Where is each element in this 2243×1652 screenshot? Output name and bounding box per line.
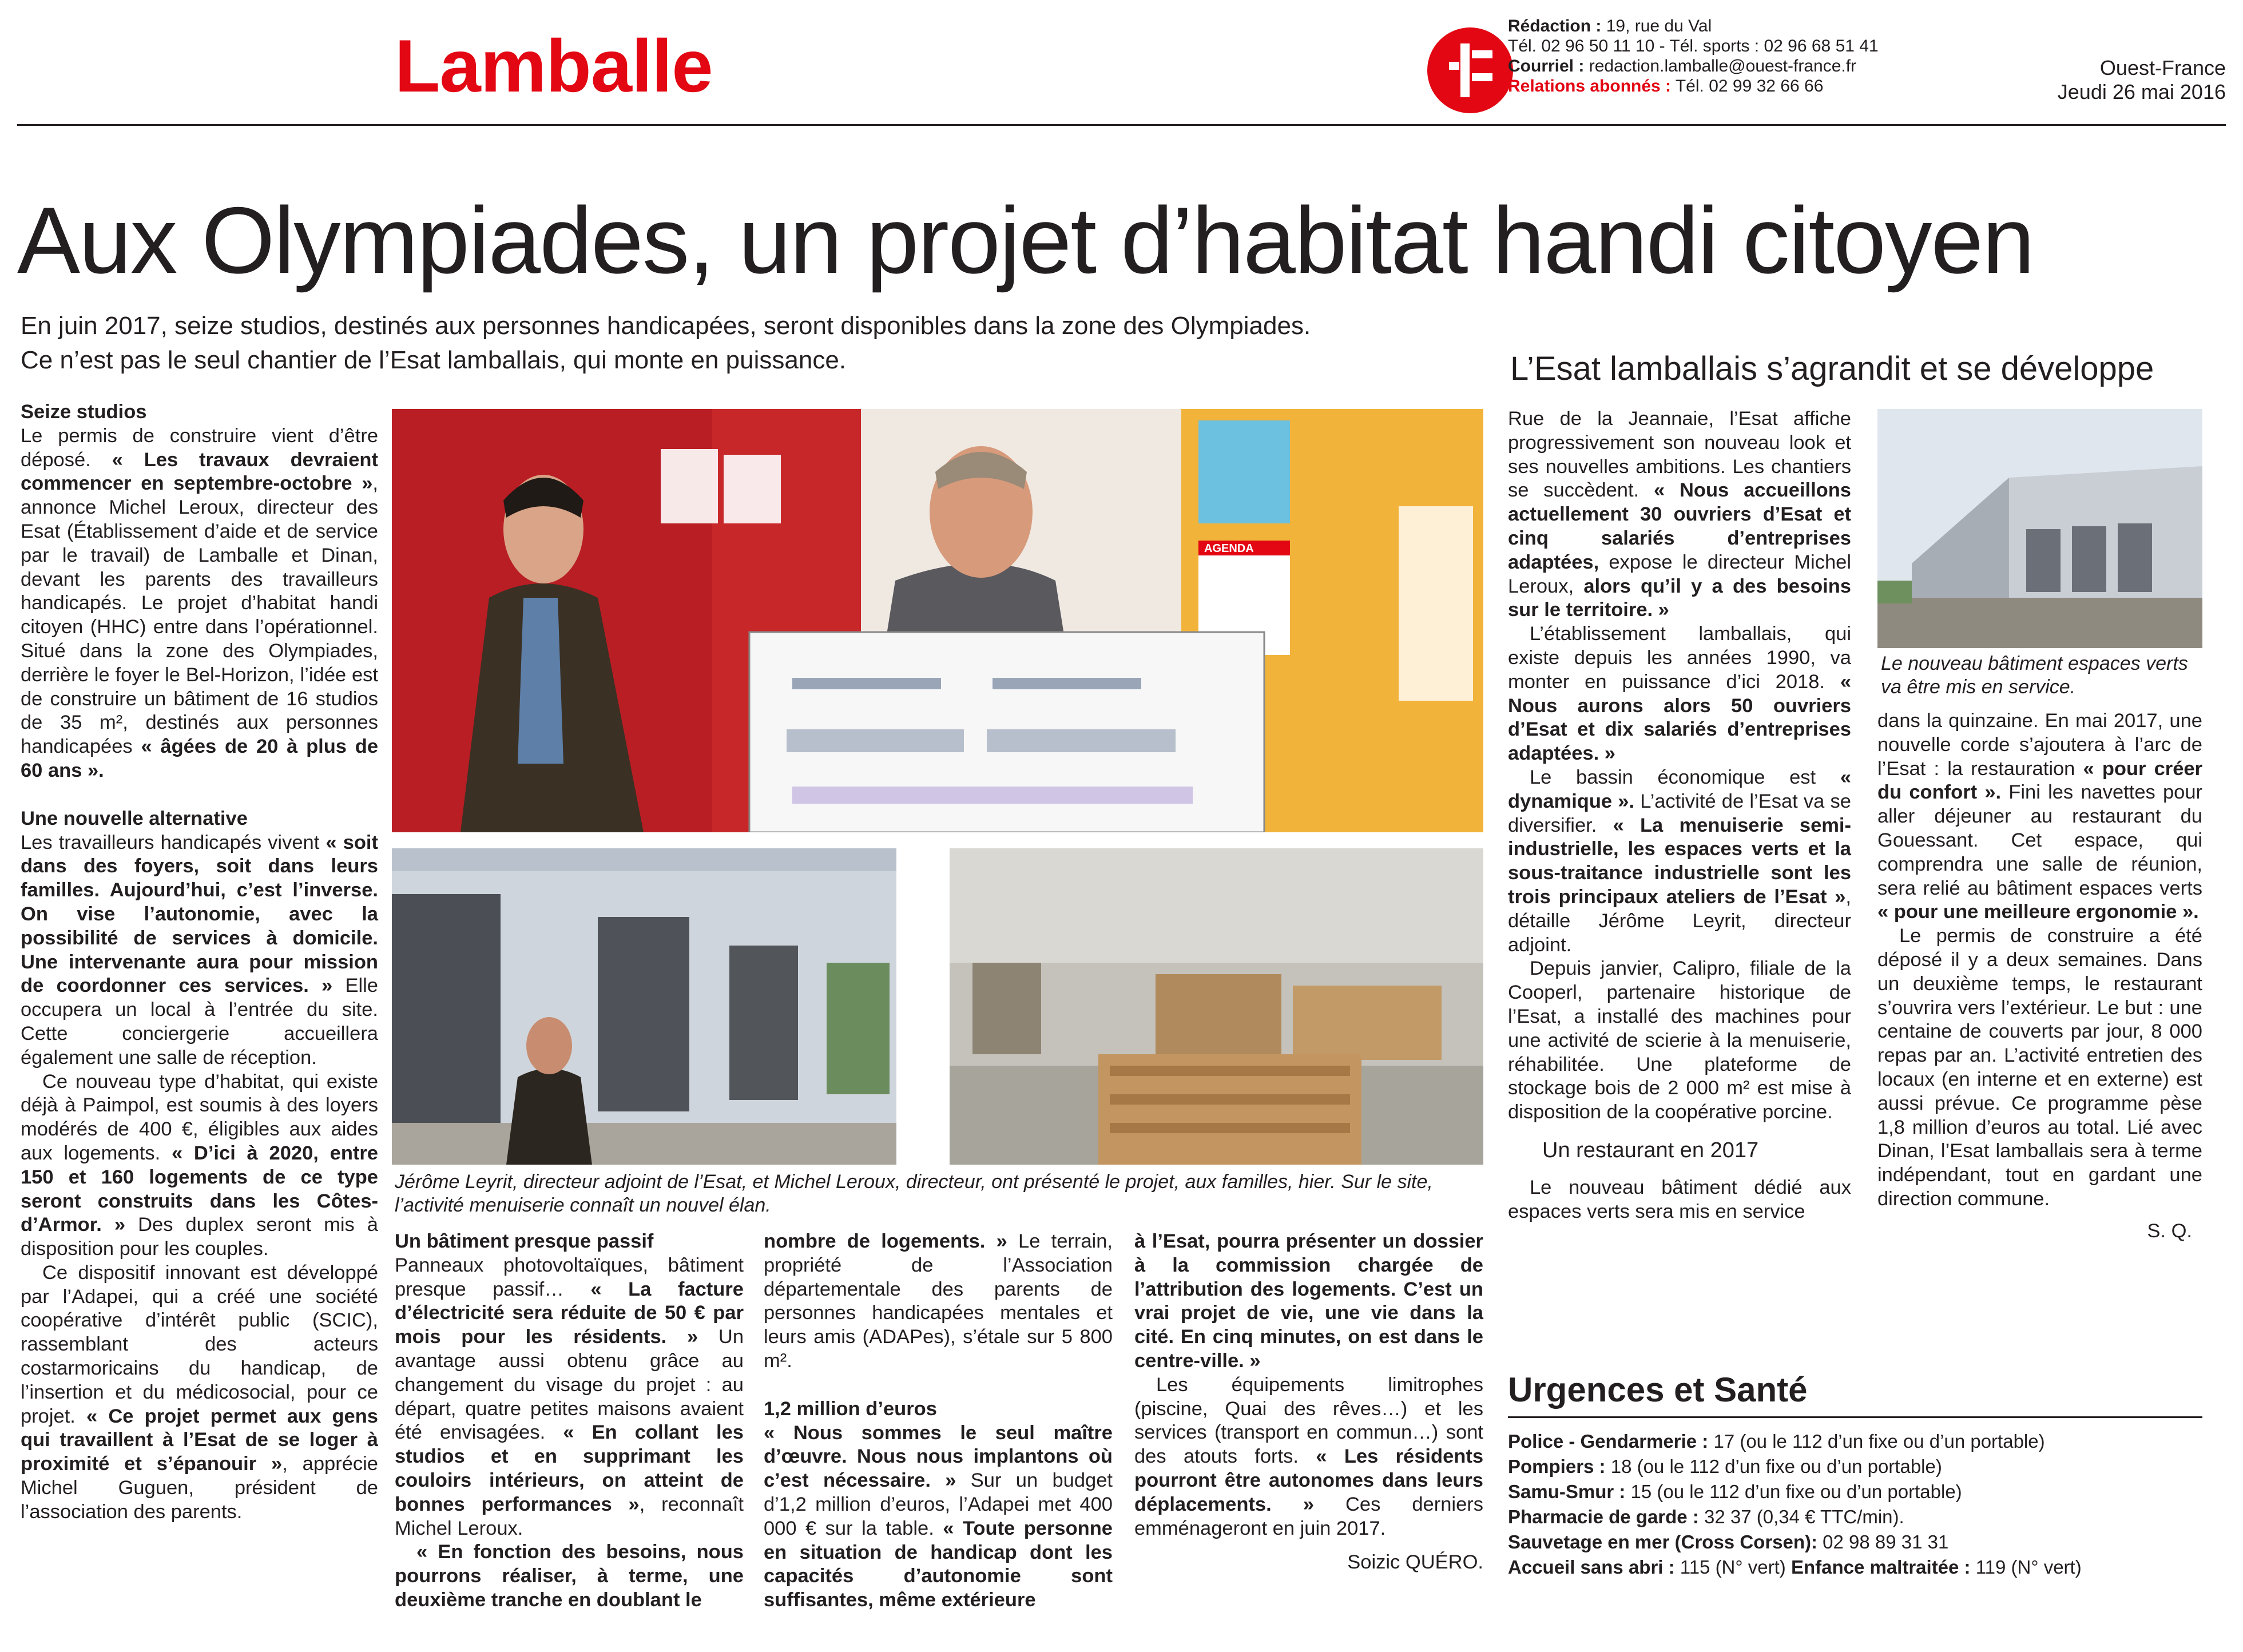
paragraph: « Nous sommes le seul maître d’œuvre. Nous nous implantons où c’est nécessaire. » Sur un budget d’1,2 million d’euros, l’Adapei met 400 000 € sur la table. « Toute personne en situation de handicap dont les capacités d’autonomie sont suffisantes, même extérieure	[764, 1421, 1113, 1611]
newspaper-info	[2058, 56, 2226, 104]
paragraph: Ce dispositif innovant est développé par l’Adapei, qui a créé une société coopérative d’intérêt public (SCIC), rassemblant des acteurs costarmoricains du handicap, de l’insertion et du médicosocial, pour ce projet. « Ce projet permet aux gens qui travaillent à l’Esat de se loger à proximité et s’épanouir », apprécie Michel Guguen, président de l’association des parents.	[21, 1261, 378, 1523]
newspaper-name: Ouest-France	[2099, 56, 2226, 80]
sidebar-column-2	[1877, 709, 2202, 1244]
courriel-value: redaction.lamballe@ouest-france.fr	[1589, 57, 1857, 76]
paragraph: « En fonction des besoins, nous pourrons réaliser, à terme, une deuxième tranche en doublant le	[395, 1541, 744, 1611]
courriel-label: Courriel :	[1508, 57, 1585, 76]
paragraph: Le nouveau bâtiment dédié aux espaces verts sera mis en service	[1508, 1176, 1851, 1222]
urgences-list	[1508, 1429, 2217, 1580]
article-column-1	[21, 400, 378, 1524]
sidebar-photo-caption: Le nouveau bâtiment espaces verts va être mis en service.	[1881, 653, 2188, 698]
paragraph: Depuis janvier, Calipro, filiale de la Cooperl, partenaire historique de l’Esat, a installé des machines pour une activité de scierie à la menuiserie, réhabilitée. Une plateforme de stockage bois de 2 000 m² est mise à disposition de la coopérative porcine.	[1508, 958, 1851, 1123]
paragraph: Panneaux photovoltaïques, bâtiment presque passif… « La facture d’électricité sera réduite de 50 € par mois pour les résidents. » Un avantage aussi obtenu grâce au changement du visage du projet : au départ, quatre petites maisons avaient été envisagées. « En collant les studios et en supprimant les couloirs intérieurs, on atteint de bonnes performances », reconnaît Michel Leroux.	[395, 1254, 744, 1539]
photo-caption-main: Jérôme Leyrit, directeur adjoint de l’Esat, et Michel Leroux, directeur, ont présenté le projet, aux familles, hier. Sur le site, l’activité menuiserie connaît un nouvel élan.	[395, 1171, 1433, 1216]
subhead-batiment-passif: Un bâtiment presque passif	[395, 1230, 654, 1252]
urgences-item-police: Police - Gendarmerie : 17 (ou le 112 d’un fixe ou d’un portable)	[1508, 1431, 2045, 1452]
ouest-france-logo-icon	[1427, 27, 1513, 113]
paragraph: Le bassin économique est « dynamique ». L’activité de l’Esat va se diversifier. « La menuiserie semi-industrielle, les espaces verts et la sous-traitance industrielle sont les trois principaux ateliers de l’Esat », détaille Jérôme Leyrit, directeur adjoint.	[1508, 766, 1852, 956]
subhead-seize-studios: Seize studios	[21, 401, 147, 423]
paragraph: nombre de logements. » Le terrain, propriété de l’Association départementale des parents de personnes handicapées mentales et leurs amis (ADAPes), s’étale sur 5 800 m².	[764, 1230, 1113, 1372]
paragraph: à l’Esat, pourra présenter un dossier à la commission chargée de l’attribution des logements. C’est un vrai projet de vie, une vie dans la cité. En cinq minutes, on est dans le centre-ville. »	[1134, 1230, 1483, 1372]
paragraph: Ce nouveau type d’habitat, qui existe déjà à Paimpol, est soumis à des loyers modérés de 400 €, éligibles aux aides aux logements. « D’ici à 2020, entre 150 et 160 logements de ce type seront construits dans les Côtes-d’Armor. » Des duplex seront mis à disposition pour les couples.	[21, 1070, 378, 1260]
phone-numbers: Tél. 02 96 50 11 10 - Tél. sports : 02 96 68 51 41	[1508, 37, 1879, 55]
paragraph: L’établissement lamballais, qui existe depuis les années 1990, va monter en puissance d’ici 2018. « Nous aurons alors 50 ouvriers d’Esat et dix salariés d’entreprises adaptées. »	[1508, 623, 1851, 765]
article-column-4	[1134, 1230, 1483, 1575]
article-signature: Soizic QUÉRO.	[1347, 1551, 1483, 1574]
subhead-nouvelle-alternative: Une nouvelle alternative	[21, 807, 248, 829]
abonnes-label: Relations abonnés :	[1508, 77, 1672, 96]
newspaper-date: Jeudi 26 mai 2016	[2057, 80, 2226, 104]
paragraph: Les travailleurs handicapés vivent « soit dans des foyers, soit dans leurs familles. Aujourd’hui, c’est l’inverse. On vise l’autonomie, avec la possibilité de services à domicile. Une intervenante aura pour mission de coordonner ces services. » Elle occupera un local à l’entrée du site. Cette conciergerie accueillera également une salle de réception.	[21, 831, 379, 1069]
article-column-2	[395, 1230, 744, 1613]
urgences-item-samu: Samu-Smur : 15 (ou le 112 d’un fixe ou d’un portable)	[1508, 1481, 1962, 1502]
urgences-item-accueil-enfance: Accueil sans abri : 115 (N° vert) Enfance maltraitée : 119 (N° vert)	[1508, 1556, 2082, 1578]
contact-block	[1508, 16, 1879, 96]
article-column-3	[764, 1230, 1113, 1613]
urgences-item-pharmacie: Pharmacie de garde : 32 37 (0,34 € TTC/min).	[1508, 1506, 1904, 1527]
paragraph: Les équipements limitrophes (piscine, Quai des rêves…) et les services (transport en commun…) sont des atouts forts. « Les résidents pourront être autonomes dans leurs déplacements. » Ces derniers emménageront en juin 2017.	[1134, 1373, 1484, 1539]
sidebar-column-1	[1508, 407, 1851, 1224]
paragraph: Rue de la Jeannaie, l’Esat affiche progressivement son nouveau look et ses nouvelles ambitions. Les chantiers se succèdent. « Nous accueillons actuellement 30 ouvriers d’Esat et cinq salariés d’entreprises adaptées, expose le directeur Michel Leroux, alors qu’il y a des besoins sur le territoire. »	[1508, 408, 1851, 621]
urgences-title: Urgences et Santé	[1508, 1371, 1808, 1409]
urgences-item-pompiers: Pompiers : 18 (ou le 112 d’un fixe ou d’un portable)	[1508, 1456, 1942, 1477]
photo-new-building	[1877, 409, 2202, 648]
paragraph: Le permis de construire vient d’être déposé. « Les travaux devraient commencer en septembre-octobre », annonce Michel Leroux, directeur des Esat (Établissement d’aide et de service par le travail) de Lamballe et Dinan, devant les parents des travailleurs handicapés. Le projet d’habitat handi citoyen (HHC) entre dans l’opérationnel. Situé dans la zone des Olympiades, derrière le foyer le Bel-Horizon, l’idée est de construire un bâtiment de 16 studios de 35 m², destinés aux personnes handicapées « âgées de 20 à plus de 60 ans ».	[21, 424, 379, 781]
sidebar-signature: S. Q.	[2147, 1220, 2192, 1242]
photo-presentation	[392, 409, 1483, 832]
redaction-address: 19, rue du Val	[1606, 17, 1712, 35]
abonnes-value: Tél. 02 99 32 66 66	[1675, 77, 1824, 96]
paragraph: dans la quinzaine. En mai 2017, une nouvelle corde s’ajoutera à l’arc de l’Esat : la restauration « pour créer du confort ». Fini les navettes pour aller déjeuner au restaurant du Gouessant. Cet espace, qui comprendra une salle de réunion, sera relié au bâtiment espaces verts « pour une meilleure ergonomie ».	[1877, 710, 2203, 923]
urgences-rule	[1508, 1416, 2202, 1418]
sidebar-title: L’Esat lamballais s’agrandit et se développe	[1510, 350, 2154, 387]
photo-workshop	[950, 848, 1483, 1165]
urgences-item-sauvetage: Sauvetage en mer (Cross Corsen): 02 98 89 31 31	[1508, 1531, 1949, 1552]
section-title: Lamballe	[395, 24, 713, 108]
paragraph: Le permis de construire a été déposé il y a deux semaines. Dans un deuxième temps, le restaurant s’ouvrira vers l’extérieur. Le but : une centaine de couverts par jour, 8 000 repas par an. L’activité entretien des locaux (en interne et en externe) est aussi prévue. Ce programme pèse 1,8 million d’euros au total. Lié avec Dinan, l’Esat lamballais sera à terme indépendant, tout en gardant une direction commune.	[1877, 925, 2202, 1210]
subhead-restaurant: Un restaurant en 2017	[1542, 1138, 1759, 1162]
agenda-poster-label: AGENDA	[1204, 542, 1254, 555]
redaction-label: Rédaction :	[1508, 17, 1602, 35]
header-rule	[17, 124, 2226, 126]
article-chapo: En juin 2017, seize studios, destinés aux personnes handicapées, seront disponibles dans la zone des Olympiades. Ce n’est pas le seul chantier de l’Esat lamballais, qui monte en puissance.	[21, 312, 1311, 374]
subhead-million-euros: 1,2 million d’euros	[764, 1397, 937, 1420]
photo-building-exterior	[392, 848, 896, 1165]
article-headline: Aux Olympiades, un projet d’habitat handi citoyen	[17, 188, 2034, 293]
